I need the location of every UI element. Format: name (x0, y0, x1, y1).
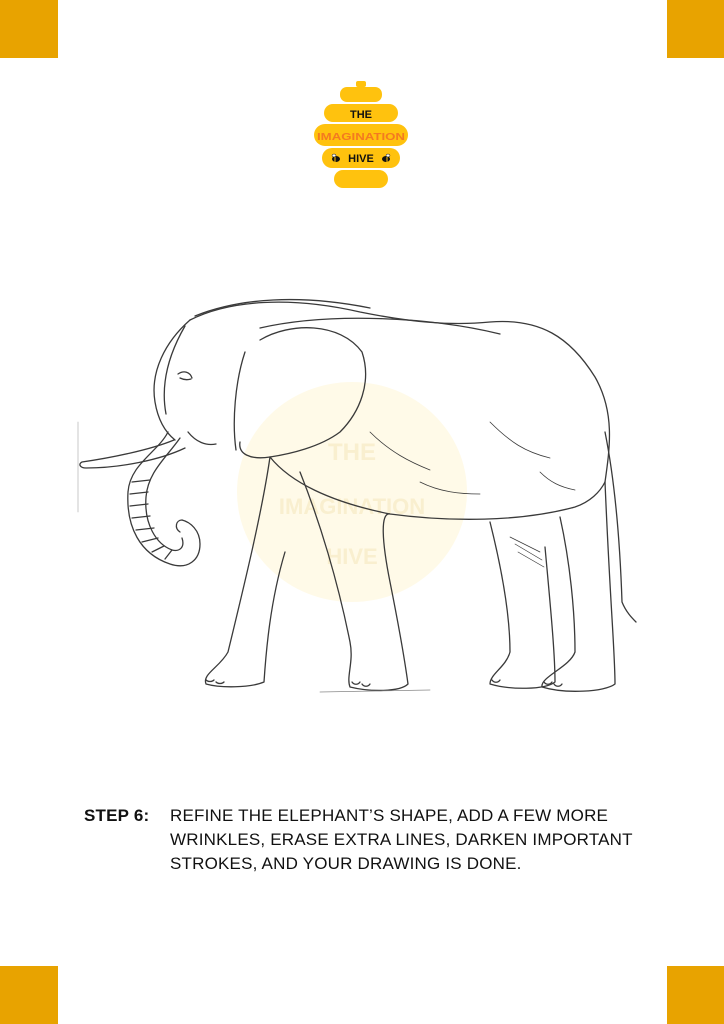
logo-line-2: IMAGINATION (317, 131, 405, 143)
logo-line-3: HIVE (348, 153, 374, 165)
watermark-line-1: THE (328, 439, 376, 466)
logo-line-1: THE (350, 109, 372, 121)
watermark (237, 382, 467, 602)
corner-decoration-bottom-right (667, 966, 724, 1024)
step-text: REFINE THE ELEPHANT’S SHAPE, ADD A FEW MORE WRINKLES, ERASE EXTRA LINES, DARKEN IMPORTANT STROKES, AND YOUR DRAWING IS DONE. (170, 806, 633, 873)
brand-logo (312, 80, 410, 192)
corner-decoration-top-right (667, 0, 724, 58)
step-label: STEP 6: (84, 806, 150, 825)
watermark-line-3: HIVE (326, 544, 378, 569)
elephant-drawing (70, 282, 660, 712)
watermark-line-2: IMAGINATION (278, 494, 426, 519)
corner-decoration-bottom-left (0, 966, 58, 1024)
corner-decoration-top-left (0, 0, 58, 58)
